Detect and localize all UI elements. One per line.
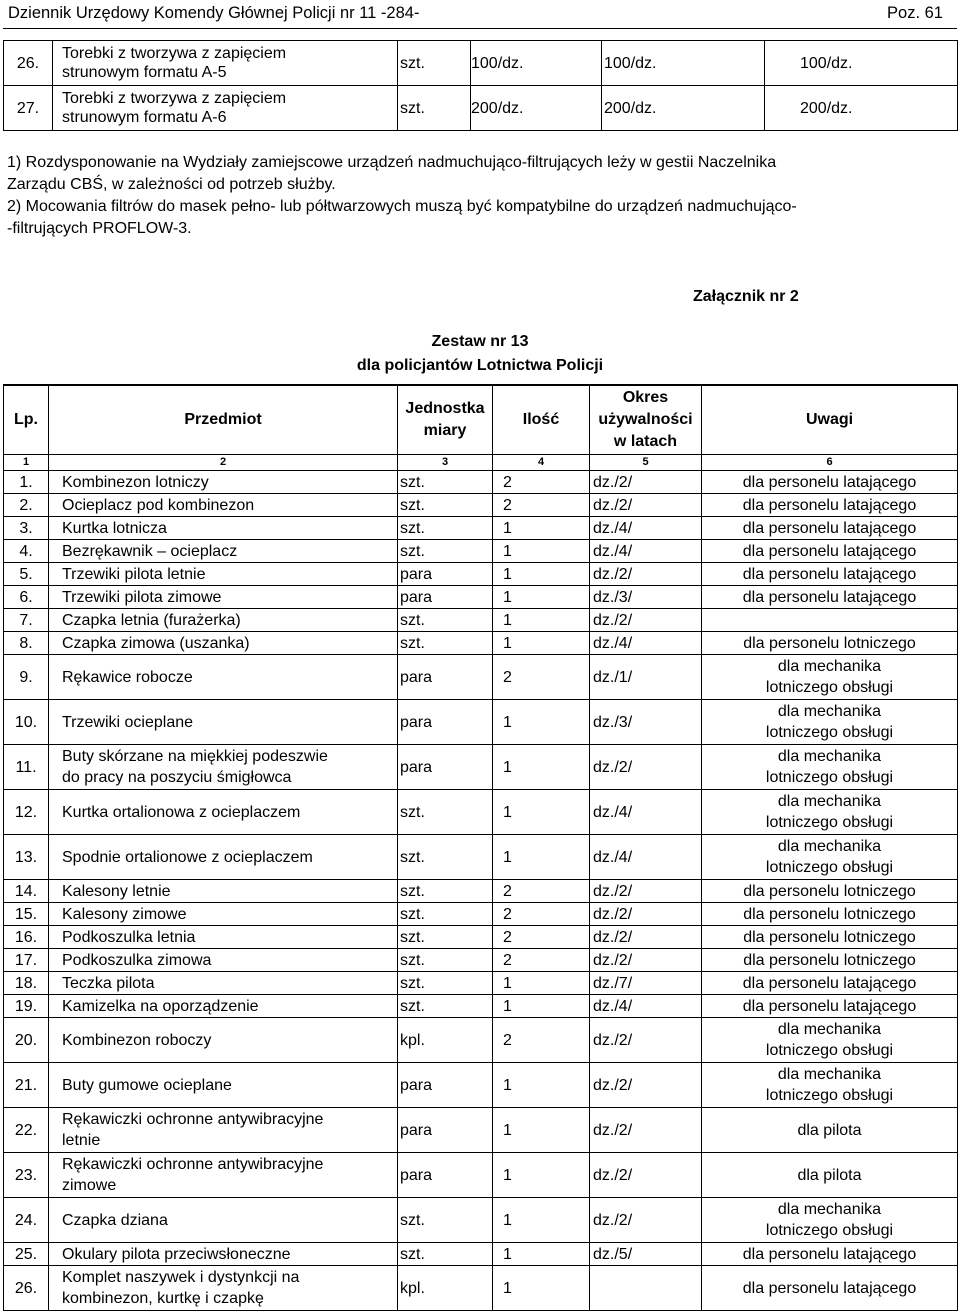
table-row (4, 1198, 958, 1243)
item-name (49, 926, 398, 949)
remarks (702, 903, 958, 926)
quantity: 1 (493, 1243, 590, 1266)
table-row (4, 517, 958, 540)
unit: para (398, 563, 493, 586)
quantity: 1 (493, 517, 590, 540)
quantity: 2 (493, 494, 590, 517)
remarks-line-1: dla pilota (797, 1121, 862, 1139)
unit: szt. (398, 972, 493, 995)
row-number: 19. (4, 995, 49, 1018)
unit: kpl. (398, 1266, 493, 1311)
row-number: 23. (4, 1153, 49, 1198)
table-row (4, 949, 958, 972)
set-title (300, 330, 660, 378)
unit: para (398, 1108, 493, 1153)
usage-period: dz./2/ (590, 494, 702, 517)
remarks-line-2: lotniczego obsługi (765, 1042, 894, 1059)
item-name-line-1: Ocieplacz pod kombinezon (62, 496, 255, 514)
item-name (49, 972, 398, 995)
item-name (49, 655, 398, 700)
remarks-line-1: dla mechanika (777, 1201, 882, 1218)
row-number: 7. (4, 609, 49, 632)
remarks-line-1: dla personelu latającego (742, 997, 917, 1015)
table-row (4, 835, 958, 880)
item-name (53, 41, 398, 86)
remarks (702, 1018, 958, 1063)
position-number: Poz. 61 (887, 4, 943, 22)
table-row (4, 1153, 958, 1198)
quantity: 1 (493, 563, 590, 586)
quantity: 2 (493, 926, 590, 949)
unit: szt. (398, 494, 493, 517)
row-number: 24. (4, 1198, 49, 1243)
remarks-line-2: lotniczego obsługi (765, 814, 894, 831)
remarks (702, 1108, 958, 1153)
item-name (49, 1198, 398, 1243)
footnotes (7, 152, 952, 240)
table-row (4, 471, 958, 494)
quantity: 1 (493, 972, 590, 995)
column-number-row (4, 455, 958, 471)
remarks-line-1: dla personelu latającego (742, 1245, 917, 1263)
usage-period: dz./2/ (590, 1018, 702, 1063)
item-name-line-1: Kurtka ortalionowa z ocieplaczem (62, 803, 301, 821)
remarks-line-1: dla mechanika (777, 793, 882, 810)
row-number: 6. (4, 586, 49, 609)
footnote-2-line-1: 2) Mocowania filtrów do masek pełno- lub półtwarzowych muszą być kompatybilne do urządzeń nadmuchująco- (7, 198, 797, 215)
unit: para (398, 745, 493, 790)
row-number: 4. (4, 540, 49, 563)
item-name (49, 1266, 398, 1311)
table-row (4, 563, 958, 586)
remarks-line-2: lotniczego obsługi (765, 1087, 894, 1104)
quantity: 1 (493, 1108, 590, 1153)
remarks-line-1: dla personelu lotniczego (743, 928, 916, 946)
remarks-line-2: lotniczego obsługi (765, 859, 894, 876)
item-name (49, 494, 398, 517)
table-row (4, 972, 958, 995)
remarks-line-1: dla personelu latającego (742, 974, 917, 992)
item-name-line-1: Kombinezon lotniczy (62, 473, 209, 491)
unit: szt. (398, 86, 471, 131)
remarks (702, 700, 958, 745)
usage-period: dz./4/ (590, 790, 702, 835)
item-name-line-2: strunowym formatu A-5 (62, 64, 227, 81)
table-row (4, 1243, 958, 1266)
usage-period: dz./2/ (590, 563, 702, 586)
remarks (702, 471, 958, 494)
remarks (702, 517, 958, 540)
unit: szt. (398, 41, 471, 86)
usage-period: dz./3/ (590, 700, 702, 745)
table-row (4, 586, 958, 609)
remarks (702, 563, 958, 586)
item-name (49, 609, 398, 632)
item-name-line-1: Podkoszulka zimowa (62, 951, 212, 969)
item-name (49, 586, 398, 609)
remarks (702, 972, 958, 995)
table-row (4, 700, 958, 745)
item-name (49, 880, 398, 903)
table-row (4, 926, 958, 949)
usage-period: dz./7/ (590, 972, 702, 995)
quantity: 1 (493, 835, 590, 880)
row-number: 9. (4, 655, 49, 700)
row-number: 17. (4, 949, 49, 972)
value-3: 200/dz. (765, 86, 958, 131)
value-3: 100/dz. (765, 41, 958, 86)
item-name (49, 632, 398, 655)
unit: para (398, 700, 493, 745)
unit: para (398, 1153, 493, 1198)
item-name-line-1: Trzewiki pilota letnie (62, 565, 206, 583)
row-number: 12. (4, 790, 49, 835)
quantity: 1 (493, 1198, 590, 1243)
item-name (49, 903, 398, 926)
remarks (702, 1243, 958, 1266)
quantity: 1 (493, 586, 590, 609)
table-row (4, 540, 958, 563)
remarks-line-2: lotniczego obsługi (765, 769, 894, 786)
item-name-line-2: do pracy na poszyciu śmigłowca (62, 769, 292, 786)
header-item: Przedmiot (49, 385, 398, 455)
row-number: 2. (4, 494, 49, 517)
item-name (49, 471, 398, 494)
unit: szt. (398, 471, 493, 494)
item-name-line-1: Bezrękawnik – ocieplacz (62, 542, 238, 560)
row-number: 3. (4, 517, 49, 540)
item-name-line-2: zimowe (62, 1177, 117, 1194)
unit: szt. (398, 835, 493, 880)
remarks (702, 835, 958, 880)
quantity: 1 (493, 540, 590, 563)
row-number: 26. (4, 1266, 49, 1311)
item-name-line-1: Czapka dziana (62, 1211, 168, 1229)
table-row (4, 745, 958, 790)
item-name-line-2: strunowym formatu A-6 (62, 109, 227, 126)
footnote-1-line-2: Zarządu CBŚ, w zależności od potrzeb służby. (7, 176, 336, 193)
item-name-line-1: Czapka zimowa (uszanka) (62, 634, 250, 652)
item-name-line-1: Torebki z tworzywa z zapięciem (62, 90, 287, 107)
row-number: 26. (4, 41, 53, 86)
table-row (4, 41, 958, 86)
usage-period: dz./2/ (590, 1198, 702, 1243)
remarks (702, 1266, 958, 1311)
annex-label: Załącznik nr 2 (693, 288, 799, 305)
item-name (49, 540, 398, 563)
item-name-line-1: Kalesony zimowe (62, 905, 187, 923)
header-unit-line-2: miary (423, 422, 467, 439)
remarks (702, 655, 958, 700)
item-name-line-1: Trzewiki ocieplane (62, 713, 194, 731)
usage-period: dz./2/ (590, 609, 702, 632)
usage-period: dz./4/ (590, 540, 702, 563)
remarks-line-1: dla personelu latającego (742, 519, 917, 537)
quantity: 2 (493, 655, 590, 700)
unit: szt. (398, 1198, 493, 1243)
table-row (4, 1018, 958, 1063)
header-unit (398, 385, 493, 455)
item-name (53, 86, 398, 131)
remarks-line-1: dla personelu latającego (742, 565, 917, 583)
remarks (702, 609, 958, 632)
item-name-line-1: Kamizelka na oporządzenie (62, 997, 259, 1015)
item-name (49, 1018, 398, 1063)
unit: para (398, 655, 493, 700)
item-name-line-1: Rękawice robocze (62, 668, 193, 686)
remarks (702, 745, 958, 790)
remarks (702, 586, 958, 609)
remarks-line-2: lotniczego obsługi (765, 1222, 894, 1239)
usage-period: dz./2/ (590, 880, 702, 903)
item-name-line-2: kombinezon, kurtkę i czapkę (62, 1290, 264, 1307)
item-name (49, 835, 398, 880)
remarks-line-1: dla personelu lotniczego (743, 882, 916, 900)
item-name-line-1: Okulary pilota przeciwsłoneczne (62, 1245, 291, 1263)
item-name (49, 700, 398, 745)
item-name (49, 563, 398, 586)
unit: szt. (398, 903, 493, 926)
quantity: 2 (493, 880, 590, 903)
item-name-line-1: Rękawiczki ochronne antywibracyjne (62, 1111, 324, 1128)
item-name-line-1: Kurtka lotnicza (62, 519, 167, 537)
quantity: 1 (493, 1266, 590, 1311)
header-notes: Uwagi (702, 385, 958, 455)
item-name-line-2: letnie (62, 1132, 101, 1149)
header-period (590, 385, 702, 455)
col-number: 1 (4, 455, 49, 471)
item-name (49, 1108, 398, 1153)
table-row (4, 995, 958, 1018)
item-name (49, 1153, 398, 1198)
usage-period: dz./1/ (590, 655, 702, 700)
col-number: 2 (49, 455, 398, 471)
usage-period: dz./2/ (590, 1063, 702, 1108)
item-name-line-1: Komplet naszywek i dystynkcji na (62, 1269, 300, 1286)
usage-period (590, 1266, 702, 1311)
item-name (49, 745, 398, 790)
row-number: 20. (4, 1018, 49, 1063)
remarks-line-1: dla mechanika (777, 748, 882, 765)
previous-set-table-tail (3, 40, 958, 131)
unit: szt. (398, 540, 493, 563)
quantity: 1 (493, 632, 590, 655)
remarks-line-1: dla personelu latającego (742, 1279, 917, 1297)
item-name-line-1: Spodnie ortalionowe z ocieplaczem (62, 848, 313, 866)
quantity: 2 (493, 903, 590, 926)
unit: szt. (398, 949, 493, 972)
unit: szt. (398, 1243, 493, 1266)
item-name (49, 790, 398, 835)
value-2: 200/dz. (602, 86, 765, 131)
quantity: 2 (493, 471, 590, 494)
item-name (49, 949, 398, 972)
item-name-line-1: Buty skórzane na miękkiej podeszwie (62, 748, 328, 765)
usage-period: dz./2/ (590, 949, 702, 972)
row-number: 13. (4, 835, 49, 880)
row-number: 18. (4, 972, 49, 995)
table-row (4, 609, 958, 632)
quantity: 1 (493, 609, 590, 632)
item-name-line-1: Torebki z tworzywa z zapięciem (62, 45, 287, 62)
value-2: 100/dz. (602, 41, 765, 86)
remarks-line-1: dla personelu lotniczego (743, 951, 916, 969)
usage-period: dz./2/ (590, 903, 702, 926)
usage-period: dz./4/ (590, 517, 702, 540)
table-row (4, 86, 958, 131)
remarks (702, 1063, 958, 1108)
item-name (49, 995, 398, 1018)
header-lp: Lp. (4, 385, 49, 455)
usage-period: dz./4/ (590, 835, 702, 880)
row-number: 8. (4, 632, 49, 655)
unit: szt. (398, 880, 493, 903)
row-number: 5. (4, 563, 49, 586)
usage-period: dz./2/ (590, 926, 702, 949)
remarks (702, 632, 958, 655)
unit: szt. (398, 926, 493, 949)
remarks-line-1: dla personelu latającego (742, 496, 917, 514)
quantity: 2 (493, 1018, 590, 1063)
item-name (49, 517, 398, 540)
remarks-line-1: dla mechanika (777, 703, 882, 720)
remarks (702, 995, 958, 1018)
remarks (702, 1153, 958, 1198)
remarks-line-1: dla personelu latającego (742, 542, 917, 560)
row-number: 10. (4, 700, 49, 745)
table-row (4, 880, 958, 903)
remarks-line-1: dla personelu latającego (742, 473, 917, 491)
remarks (702, 880, 958, 903)
remarks-line-1: dla mechanika (777, 658, 882, 675)
row-number: 1. (4, 471, 49, 494)
quantity: 1 (493, 790, 590, 835)
col-number: 6 (702, 455, 958, 471)
row-number: 25. (4, 1243, 49, 1266)
remarks-line-1: dla mechanika (777, 838, 882, 855)
remarks (702, 1198, 958, 1243)
quantity: 1 (493, 1063, 590, 1108)
journal-title: Dziennik Urzędowy Komendy Głównej Policji nr 11 -284- (8, 4, 420, 22)
footnote-2-line-2: -filtrujących PROFLOW-3. (7, 220, 192, 237)
quantity: 2 (493, 949, 590, 972)
table-row (4, 632, 958, 655)
value-1: 200/dz. (471, 86, 602, 131)
item-name-line-1: Rękawiczki ochronne antywibracyjne (62, 1156, 324, 1173)
remarks-line-1: dla personelu lotniczego (743, 634, 916, 652)
item-name-line-1: Teczka pilota (62, 974, 155, 992)
quantity: 1 (493, 1153, 590, 1198)
remarks-line-1: dla mechanika (777, 1066, 882, 1083)
unit: szt. (398, 609, 493, 632)
item-name (49, 1063, 398, 1108)
footnote-1-line-1: 1) Rozdysponowanie na Wydziały zamiejscowe urządzeń nadmuchująco-filtrujących leży w gestii Naczelnika (7, 154, 777, 171)
item-name-line-1: Czapka letnia (furażerka) (62, 611, 241, 629)
row-number: 27. (4, 86, 53, 131)
header-qty: Ilość (493, 385, 590, 455)
table-row (4, 655, 958, 700)
usage-period: dz./5/ (590, 1243, 702, 1266)
usage-period: dz./2/ (590, 1153, 702, 1198)
table-row (4, 1063, 958, 1108)
unit: szt. (398, 632, 493, 655)
unit: para (398, 586, 493, 609)
remarks-line-1: dla pilota (797, 1166, 862, 1184)
header-period-line-1: Okres (622, 389, 669, 406)
row-number: 22. (4, 1108, 49, 1153)
row-number: 14. (4, 880, 49, 903)
header-period-line-3: w latach (613, 433, 678, 450)
usage-period: dz./2/ (590, 471, 702, 494)
table-row (4, 1266, 958, 1311)
table-row (4, 790, 958, 835)
remarks (702, 540, 958, 563)
item-name-line-1: Podkoszulka letnia (62, 928, 196, 946)
row-number: 16. (4, 926, 49, 949)
page-header (3, 0, 957, 29)
quantity: 1 (493, 745, 590, 790)
col-number: 4 (493, 455, 590, 471)
unit: kpl. (398, 1018, 493, 1063)
col-number: 3 (398, 455, 493, 471)
header-unit-line-1: Jednostka (405, 400, 485, 417)
remarks (702, 926, 958, 949)
remarks-line-1: dla personelu lotniczego (743, 905, 916, 923)
remarks (702, 949, 958, 972)
row-number: 15. (4, 903, 49, 926)
unit: szt. (398, 517, 493, 540)
item-name-line-1: Trzewiki pilota zimowe (62, 588, 222, 606)
unit: para (398, 1063, 493, 1108)
equipment-table (3, 384, 958, 1311)
row-number: 11. (4, 745, 49, 790)
quantity: 1 (493, 700, 590, 745)
remarks (702, 790, 958, 835)
usage-period: dz./4/ (590, 632, 702, 655)
quantity: 1 (493, 995, 590, 1018)
usage-period: dz./4/ (590, 995, 702, 1018)
row-number: 21. (4, 1063, 49, 1108)
header-period-line-2: używalności (598, 411, 693, 428)
remarks (702, 494, 958, 517)
col-number: 5 (590, 455, 702, 471)
item-name-line-1: Buty gumowe ocieplane (62, 1076, 232, 1094)
usage-period: dz./3/ (590, 586, 702, 609)
item-name (49, 1243, 398, 1266)
item-name-line-1: Kalesony letnie (62, 882, 171, 900)
usage-period: dz./2/ (590, 745, 702, 790)
table-row (4, 1108, 958, 1153)
remarks-line-1: dla personelu latającego (742, 588, 917, 606)
unit: szt. (398, 995, 493, 1018)
set-title-line-2: dla policjantów Lotnictwa Policji (356, 357, 604, 374)
table-row (4, 494, 958, 517)
usage-period: dz./2/ (590, 1108, 702, 1153)
set-title-line-1: Zestaw nr 13 (431, 333, 529, 350)
item-name-line-1: Kombinezon roboczy (62, 1031, 212, 1049)
remarks-line-2: lotniczego obsługi (765, 724, 894, 741)
table-row (4, 903, 958, 926)
remarks-line-2: lotniczego obsługi (765, 679, 894, 696)
unit: szt. (398, 790, 493, 835)
value-1: 100/dz. (471, 41, 602, 86)
remarks-line-1: dla mechanika (777, 1021, 882, 1038)
